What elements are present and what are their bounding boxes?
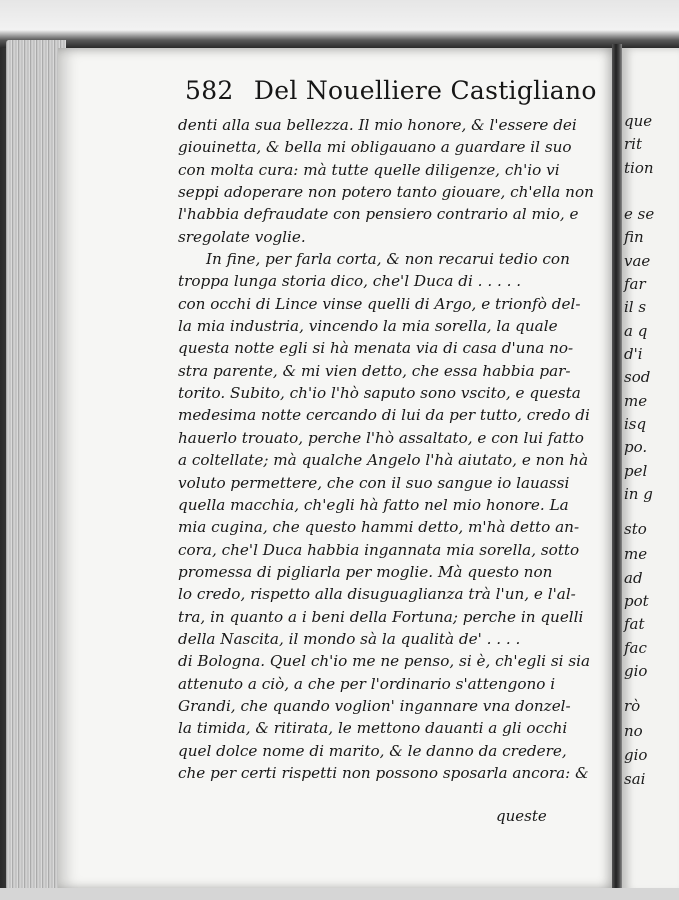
text-line: denti alla sua bellezza. Il mio honore, & l'essere dei — [178, 116, 577, 134]
text-line: cora, che'l Duca habbia ingannata mia sorella, sotto — [178, 540, 580, 559]
text-line: troppa lunga storia dico, che'l Duca di . . . . . — [178, 272, 522, 291]
text-line: giouinetta, & bella mi obligauano a guardare il suo — [178, 138, 572, 157]
text-line: torito. Subito, ch'io l'hò saputo sono vscito, e questa — [178, 384, 581, 403]
book-page-edges — [6, 40, 66, 890]
right-page-fragment: gio — [624, 746, 648, 764]
right-page-fragment: sto — [624, 520, 647, 538]
right-page-fragment: pel — [624, 462, 648, 480]
right-page-fragment: e se — [624, 205, 655, 223]
text-line: attenuto a ciò, a che per l'ordinario s'attengono i — [178, 674, 556, 693]
text-line: mia cugina, che questo hammi detto, m'hà detto an- — [178, 518, 580, 537]
book-gutter — [612, 44, 622, 894]
text-line: questa notte egli si hà menata via di casa d'una no- — [178, 339, 574, 358]
right-page-fragment: rit — [624, 135, 642, 153]
text-line: che per certi rispetti non possono sposarla ancora: & — [178, 763, 589, 782]
right-page-fragment: fac — [624, 639, 647, 657]
bottom-edge — [0, 888, 679, 900]
right-page-fragment: ad — [624, 569, 643, 587]
right-page-fragment: vae — [624, 252, 651, 270]
page-number: 582 — [185, 76, 234, 105]
text-line: lo credo, rispetto alla disuguaglianza trà l'un, e l'al- — [178, 585, 576, 604]
text-line: della Nascita, il mondo sà la qualità de' . . . . — [178, 629, 521, 648]
text-line: medesima notte cercando di lui da per tutto, credo di — [178, 406, 590, 425]
text-line: promessa di pigliarla per moglie. Mà questo non — [178, 562, 553, 581]
right-page-fragment: il s — [624, 298, 647, 316]
right-page-fragment: isq — [624, 415, 647, 433]
right-page-fragment: po. — [624, 438, 648, 456]
right-page-fragment: me — [624, 392, 648, 410]
text-line: stra parente, & mi vien detto, che essa habbia par- — [178, 361, 571, 380]
text-line: hauerlo trouato, perche l'hò assaltato, e con lui fatto — [178, 428, 584, 447]
running-header — [185, 76, 605, 105]
right-page-fragment: sod — [624, 368, 651, 386]
running-title: Del Nouelliere Castigliano — [253, 76, 597, 105]
text-line: voluto permettere, che con il suo sangue io lauassi — [178, 473, 570, 492]
right-page-fragment: a q — [624, 322, 648, 340]
text-line: quel dolce nome di marito, & le danno da credere, — [178, 741, 567, 760]
right-page-fragment: sai — [624, 770, 646, 788]
text-line: la timida, & ritirata, le mettono dauanti a gli occhi — [178, 719, 568, 738]
right-page-fragment: no — [624, 722, 643, 740]
text-line: seppi adoperare non potero tanto giouare, ch'ella non — [178, 183, 594, 202]
text-line: In fine, per farla corta, & non recarui tedio con — [206, 250, 570, 269]
right-page-fragment: me — [624, 545, 648, 563]
right-page-fragment: far — [624, 275, 646, 293]
right-page-fragment: que — [624, 112, 653, 130]
top-edge-shadow — [0, 0, 679, 48]
right-page-fragment: fin — [624, 228, 644, 246]
right-page-fragment: tion — [624, 159, 654, 177]
catchword: queste — [496, 807, 547, 825]
left-page-body — [178, 114, 598, 784]
text-line: sregolate voglie. — [178, 227, 306, 246]
text-line: Grandi, che quando voglion' ingannare vna donzel- — [178, 696, 571, 715]
right-page — [622, 48, 679, 893]
text-line: con molta cura: mà tutte quelle diligenze, ch'io vi — [178, 160, 560, 179]
text-line: quella macchia, ch'egli hà fatto nel mio honore. La — [178, 495, 569, 514]
right-page-fragment: fat — [624, 615, 645, 633]
right-page-fragment: d'i — [624, 345, 643, 363]
text-line: con occhi di Lince vinse quelli di Argo, e trionfò del- — [178, 294, 581, 313]
text-line: la mia industria, vincendo la mia sorella, la quale — [178, 317, 558, 336]
right-page-fragment: in g — [624, 485, 653, 503]
right-page-fragment: pot — [624, 592, 649, 610]
right-page-fragment: rò — [624, 697, 641, 715]
text-line: tra, in quanto a i beni della Fortuna; perche in quelli — [178, 607, 584, 626]
text-line: di Bologna. Quel ch'io me ne penso, si è, ch'egli si sia — [178, 652, 591, 671]
text-line: l'habbia defraudate con pensiero contrario al mio, e — [178, 205, 579, 224]
text-line: a coltellate; mà qualche Angelo l'hà aiutato, e non hà — [178, 451, 589, 470]
right-page-fragment: gio — [624, 662, 648, 680]
